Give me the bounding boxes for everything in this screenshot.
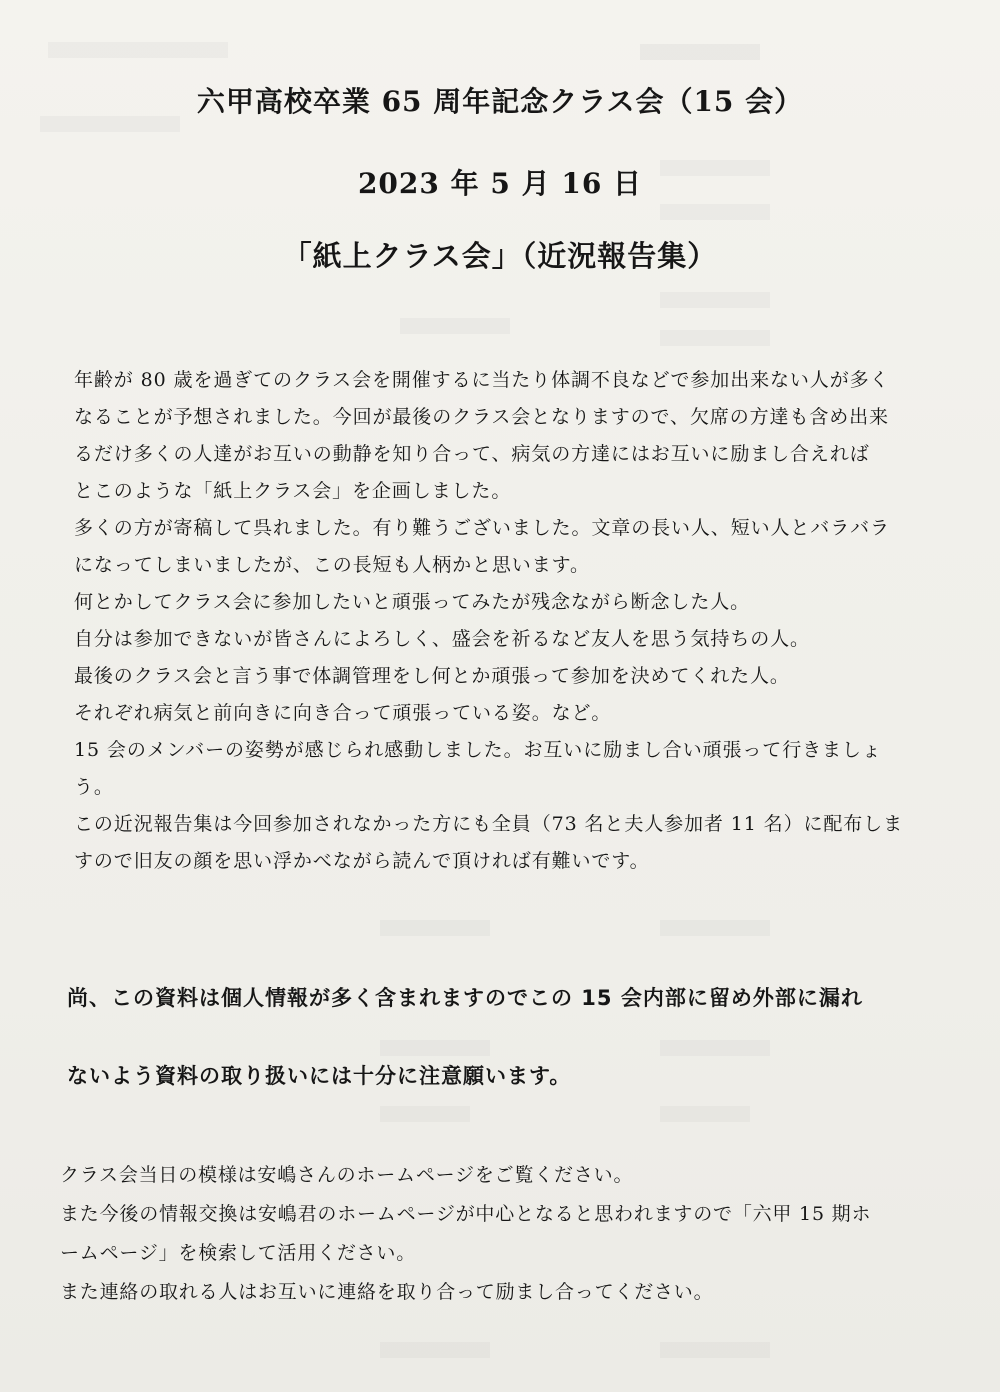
document-title: 六甲高校卒業 65 周年記念クラス会（15 会） bbox=[196, 85, 804, 118]
body-line: 15 会のメンバーの姿勢が感じられ感動しました。お互いに励まし合い頑張って行きましょ bbox=[74, 739, 882, 761]
document-subtitle: 「紙上クラス会」（近況報告集） bbox=[282, 239, 718, 273]
body-line: になってしまいましたが、この長短も人柄かと思います。 bbox=[74, 554, 590, 576]
body-line: とこのような「紙上クラス会」を企画しました。 bbox=[74, 480, 512, 502]
body-line: 最後のクラス会と言う事で体調管理をし何とか頑張って参加を決めてくれた人。 bbox=[74, 665, 790, 687]
body-line: う。 bbox=[74, 776, 114, 798]
footer-line: ームページ」を検索して活用ください。 bbox=[60, 1242, 417, 1264]
notice-line: 尚、この資料は個人情報が多く含まれますのでこの 15 会内部に留め外部に漏れ bbox=[67, 986, 863, 1010]
body-line: 年齢が 80 歳を過ぎてのクラス会を開催するに当たり体調不良などで参加出来ない人が多く bbox=[74, 369, 890, 391]
notice-line: ないよう資料の取り扱いには十分に注意願います。 bbox=[67, 1064, 572, 1088]
body-line: なることが予想されました。今回が最後のクラス会となりますので、欠席の方達も含め出来 bbox=[74, 406, 889, 428]
body-line: それぞれ病気と前向きに向き合って頑張っている姿。など。 bbox=[74, 702, 612, 724]
footer-line: クラス会当日の模様は安嶋さんのホームページをご覧ください。 bbox=[60, 1164, 634, 1186]
body-line: 多くの方が寄稿して呉れました。有り難うございました。文章の長い人、短い人とバラバラ bbox=[74, 517, 890, 539]
footer-line: また今後の情報交換は安嶋君のホームページが中心となると思われますので「六甲 15 期ホ bbox=[60, 1203, 872, 1225]
document-date: 2023 年 5 月 16 日 bbox=[357, 167, 643, 200]
body-line: すので旧友の顔を思い浮かべながら読んで頂ければ有難いです。 bbox=[74, 850, 650, 872]
body-line: るだけ多くの人達がお互いの動静を知り合って、病気の方達にはお互いに励まし合えれば bbox=[74, 443, 870, 465]
body-line: 自分は参加できないが皆さんによろしく、盛会を祈るなど友人を思う気持ちの人。 bbox=[74, 628, 810, 650]
body-line: 何とかしてクラス会に参加したいと頑張ってみたが残念ながら断念した人。 bbox=[74, 591, 751, 613]
body-line: この近況報告集は今回参加されなかった方にも全員（73 名と夫人参加者 11 名）に配布しま bbox=[74, 813, 903, 835]
footer-line: また連絡の取れる人はお互いに連絡を取り合って励まし合ってください。 bbox=[60, 1281, 714, 1303]
